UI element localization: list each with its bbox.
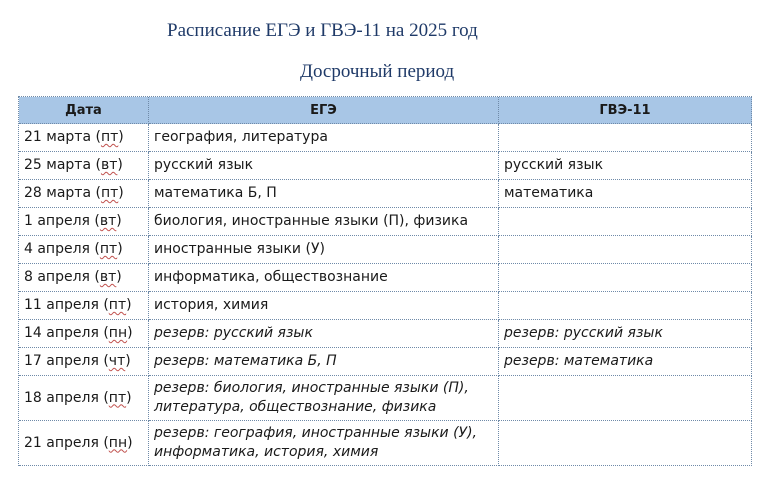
weekday-text: пн <box>108 434 128 451</box>
weekday-text: пн <box>108 325 128 341</box>
document-subtitle: Досрочный период <box>300 61 455 82</box>
gve-cell <box>499 376 752 421</box>
weekday-text: вт <box>100 157 118 173</box>
ege-cell: русский язык <box>149 152 499 180</box>
date-cell: 17 апреля (чт) <box>19 348 149 376</box>
date-cell: 28 марта (пт) <box>19 180 149 208</box>
date-cell: 4 апреля (пт) <box>19 236 149 264</box>
ege-cell: география, литература <box>149 124 499 152</box>
gve-cell <box>499 236 752 264</box>
date-text: 17 апреля <box>24 353 99 369</box>
weekday-text: пт <box>108 297 127 313</box>
gve-cell: резерв: математика <box>499 348 752 376</box>
date-cell: 18 апреля (пт) <box>19 376 149 421</box>
gve-cell <box>499 208 752 236</box>
gve-cell: резерв: русский язык <box>499 320 752 348</box>
date-cell: 25 марта (вт) <box>19 152 149 180</box>
gve-cell: математика <box>499 180 752 208</box>
table-row <box>19 236 752 264</box>
date-text: 21 апреля <box>24 434 99 451</box>
table-row <box>19 208 752 236</box>
date-cell: 21 апреля (пн) <box>19 421 149 466</box>
date-text: 21 марта <box>24 129 92 145</box>
date-text: 4 апреля <box>24 241 90 257</box>
header-row <box>19 97 752 124</box>
table-row <box>19 320 752 348</box>
table-row <box>19 124 752 152</box>
ege-cell: резерв: русский язык <box>149 320 499 348</box>
table-header <box>19 97 752 124</box>
weekday-text: вт <box>99 213 117 229</box>
date-text: 8 апреля <box>24 269 90 285</box>
date-cell: 1 апреля (вт) <box>19 208 149 236</box>
ege-cell: биология, иностранные языки (П), физика <box>149 208 499 236</box>
gve-cell <box>499 421 752 466</box>
weekday-text: пт <box>99 241 118 257</box>
header-ege: ЕГЭ <box>149 97 499 124</box>
date-text: 1 апреля <box>24 213 90 229</box>
weekday-text: пт <box>100 129 119 145</box>
ege-cell: резерв: биология, иностранные языки (П), литература, обществознание, физика <box>149 376 499 421</box>
gve-cell <box>499 124 752 152</box>
ege-cell: резерв: география, иностранные языки (У), информатика, история, химия <box>149 421 499 466</box>
table-row <box>19 292 752 320</box>
weekday-text: пт <box>108 389 127 406</box>
table-body <box>19 124 752 466</box>
gve-cell <box>499 292 752 320</box>
table-row <box>19 348 752 376</box>
weekday-text: вт <box>99 269 117 285</box>
date-cell: 21 марта (пт) <box>19 124 149 152</box>
weekday-text: пт <box>100 185 119 201</box>
gve-cell <box>499 264 752 292</box>
gve-cell: русский язык <box>499 152 752 180</box>
ege-cell: иностранные языки (У) <box>149 236 499 264</box>
date-text: 25 марта <box>24 157 92 173</box>
schedule-table <box>18 96 752 466</box>
table-row <box>19 421 752 466</box>
date-text: 11 апреля <box>24 297 99 313</box>
document-title: Расписание ЕГЭ и ГВЭ-11 на 2025 год <box>167 20 478 41</box>
date-text: 14 апреля <box>24 325 99 341</box>
date-text: 18 апреля <box>24 389 99 406</box>
date-cell: 14 апреля (пн) <box>19 320 149 348</box>
ege-cell: резерв: математика Б, П <box>149 348 499 376</box>
header-date: Дата <box>19 97 149 124</box>
weekday-text: чт <box>108 353 126 369</box>
ege-cell: математика Б, П <box>149 180 499 208</box>
table-row <box>19 152 752 180</box>
date-cell: 11 апреля (пт) <box>19 292 149 320</box>
date-cell: 8 апреля (вт) <box>19 264 149 292</box>
ege-cell: информатика, обществознание <box>149 264 499 292</box>
table-row <box>19 376 752 421</box>
ege-cell: история, химия <box>149 292 499 320</box>
table-row <box>19 264 752 292</box>
table-row <box>19 180 752 208</box>
header-gve: ГВЭ-11 <box>499 97 752 124</box>
date-text: 28 марта <box>24 185 92 201</box>
